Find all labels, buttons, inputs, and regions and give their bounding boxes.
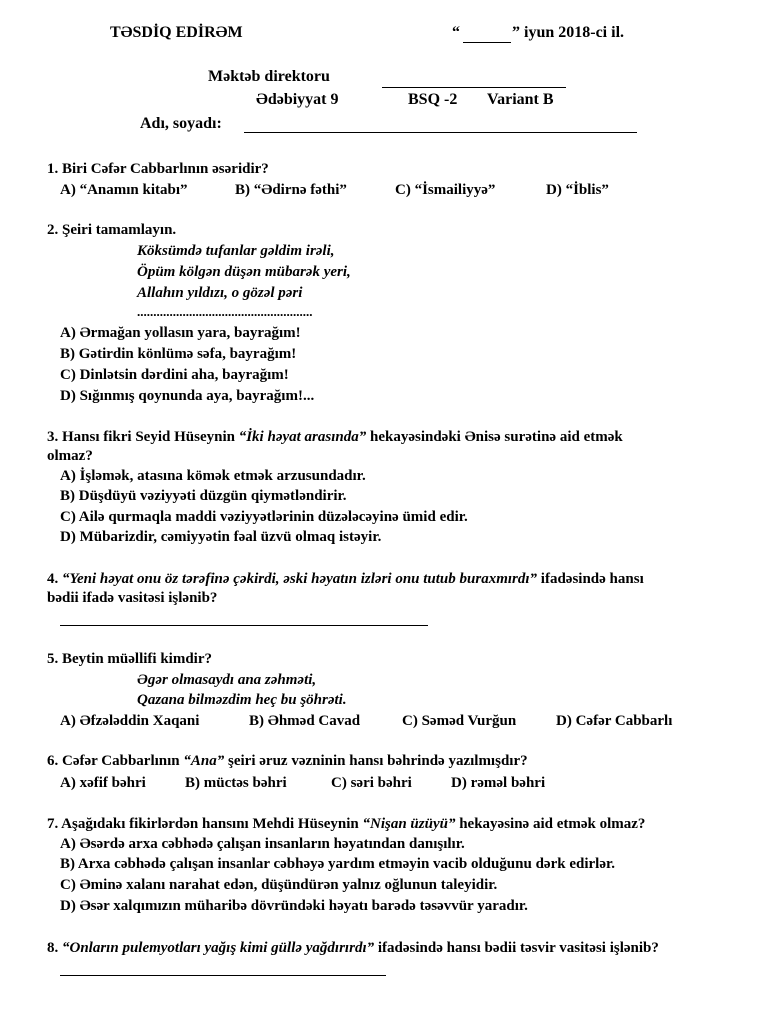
q6-option-a: A) xəfif bəhri [60, 775, 146, 791]
question-6: 6. Cəfər Cabbarlının “Ana” şeiri əruz vəzninin hansı bəhrində yazılmışdır? [47, 753, 528, 769]
question-3: 3. Hansı fikri Seyid Hüseynin “İki həyat arasında” hekayəsindəki Ənisə surətinə aid etmək [47, 429, 623, 445]
q5-option-c: C) Səməd Vurğun [402, 713, 517, 729]
q6-poem-title: “Ana” [183, 753, 225, 769]
q5-option-b: B) Əhməd Cavad [249, 713, 361, 729]
variant-label: Variant B [487, 91, 554, 108]
q8-quote: “Onların pulemyotları yağış kimi güllə yağdırırdı” [62, 940, 375, 956]
question-3-cont: olmaz? [47, 448, 93, 464]
q6-option-d: D) rəməl bəhri [451, 775, 546, 791]
q5-option-a: A) Əfzələddin Xaqani [60, 713, 200, 729]
q1-option-d: D) “İblis” [546, 182, 609, 198]
q7-option-b: B) Arxa cəbhədə çalışan insanlar cəbhəyə yardım etməyin vacib olduğunu dərk edirlər. [60, 856, 616, 872]
q8-answer-line [60, 975, 386, 976]
q7-option-c: C) Əminə xalanı narahat edən, düşündürən yalnız oğlunun taleyidir. [60, 877, 498, 893]
q1-option-a: A) “Anamın kitabı” [60, 182, 188, 198]
question-4: 4. “Yeni həyat onu öz tərəfinə çəkirdi, əski həyatın izləri onu tutub buraxmırdı” ifadəsində hansı [47, 571, 644, 587]
name-label: Adı, soyadı: [140, 115, 222, 132]
approval-heading: TƏSDİQ EDİRƏM [110, 24, 243, 41]
question-5: 5. Beytin müəllifi kimdir? [47, 651, 212, 667]
q2-poem-line-1: Köksümdə tufanlar gəldim irəli, [137, 243, 335, 259]
q1-option-b: B) “Ədirnə fəthi” [235, 182, 347, 198]
q2-option-b: B) Gətirdin könlümə səfa, bayrağım! [60, 346, 297, 362]
name-blank-line [244, 132, 637, 133]
q2-poem-line-2: Öpüm kölgən düşən mübarək yeri, [137, 264, 351, 280]
question-4-cont: bədii ifadə vasitəsi işlənib? [47, 590, 218, 606]
q2-option-a: A) Ərmağan yollasın yara, bayrağım! [60, 325, 301, 341]
q7-story-title: “Nişan üzüyü” [362, 816, 456, 832]
q1-option-c: C) “İsmailiyyə” [395, 182, 496, 198]
q7-option-d: D) Əsər xalqımızın müharibə dövründəki həyatı barədə təsəvvür yaradır. [60, 898, 528, 914]
q7-option-a: A) Əsərdə arxa cəbhədə çalışan insanların həyatından danışılır. [60, 836, 465, 852]
q2-poem-blank: ...................................................... [137, 304, 313, 319]
q5-poem-line-2: Qazana bilməzdim heç bu şöhrəti. [137, 692, 347, 708]
q2-option-d: D) Sığınmış qoynunda aya, bayrağım!... [60, 388, 315, 404]
date-blank-line [463, 42, 511, 43]
q3-option-b: B) Düşdüyü vəziyyəti düzgün qiymətləndirir. [60, 488, 347, 504]
q3-option-a: A) İşləmək, atasına kömək etmək arzusundadır. [60, 468, 366, 484]
q5-option-d: D) Cəfər Cabbarlı [556, 713, 673, 729]
q3-option-c: C) Ailə qurmaqla maddi vəziyyətlərinin düzələcəyinə ümid edir. [60, 509, 468, 525]
director-label: Məktəb direktoru [208, 68, 330, 85]
q3-story-title: “İki həyat arasında” [238, 429, 367, 445]
question-2: 2. Şeiri tamamlayın. [47, 222, 177, 238]
q6-option-b: B) müctəs bəhri [185, 775, 287, 791]
q6-option-c: C) səri bəhri [331, 775, 412, 791]
q4-quote: “Yeni həyat onu öz tərəfinə çəkirdi, əski həyatın izləri onu tutub buraxmırdı” [62, 571, 538, 587]
subject-label: Ədəbiyyat 9 [256, 91, 339, 108]
q4-answer-line [60, 625, 428, 626]
date-text: ” iyun 2018-ci il. [512, 24, 625, 41]
director-signature-line [382, 87, 566, 88]
date-open-quote: “ [452, 24, 460, 41]
q5-poem-line-1: Əgər olmasaydı ana zəhməti, [137, 672, 317, 688]
q2-poem-line-3: Allahın yıldızı, o gözəl pəri [137, 285, 303, 301]
q2-option-c: C) Dinlətsin dərdini aha, bayrağım! [60, 367, 289, 383]
question-1: 1. Biri Cəfər Cabbarlının əsəridir? [47, 161, 269, 177]
q3-option-d: D) Mübarizdir, cəmiyyətin fəal üzvü olmaq istəyir. [60, 529, 382, 545]
question-7: 7. Aşağıdakı fikirlərdən hansını Mehdi Hüseynin “Nişan üzüyü” hekayəsinə aid etmək olmaz? [47, 816, 646, 832]
question-8: 8. “Onların pulemyotları yağış kimi güllə yağdırırdı” ifadəsində hansı bədii təsvir vasitəsi işlənib? [47, 940, 659, 956]
test-code: BSQ -2 [408, 91, 458, 108]
